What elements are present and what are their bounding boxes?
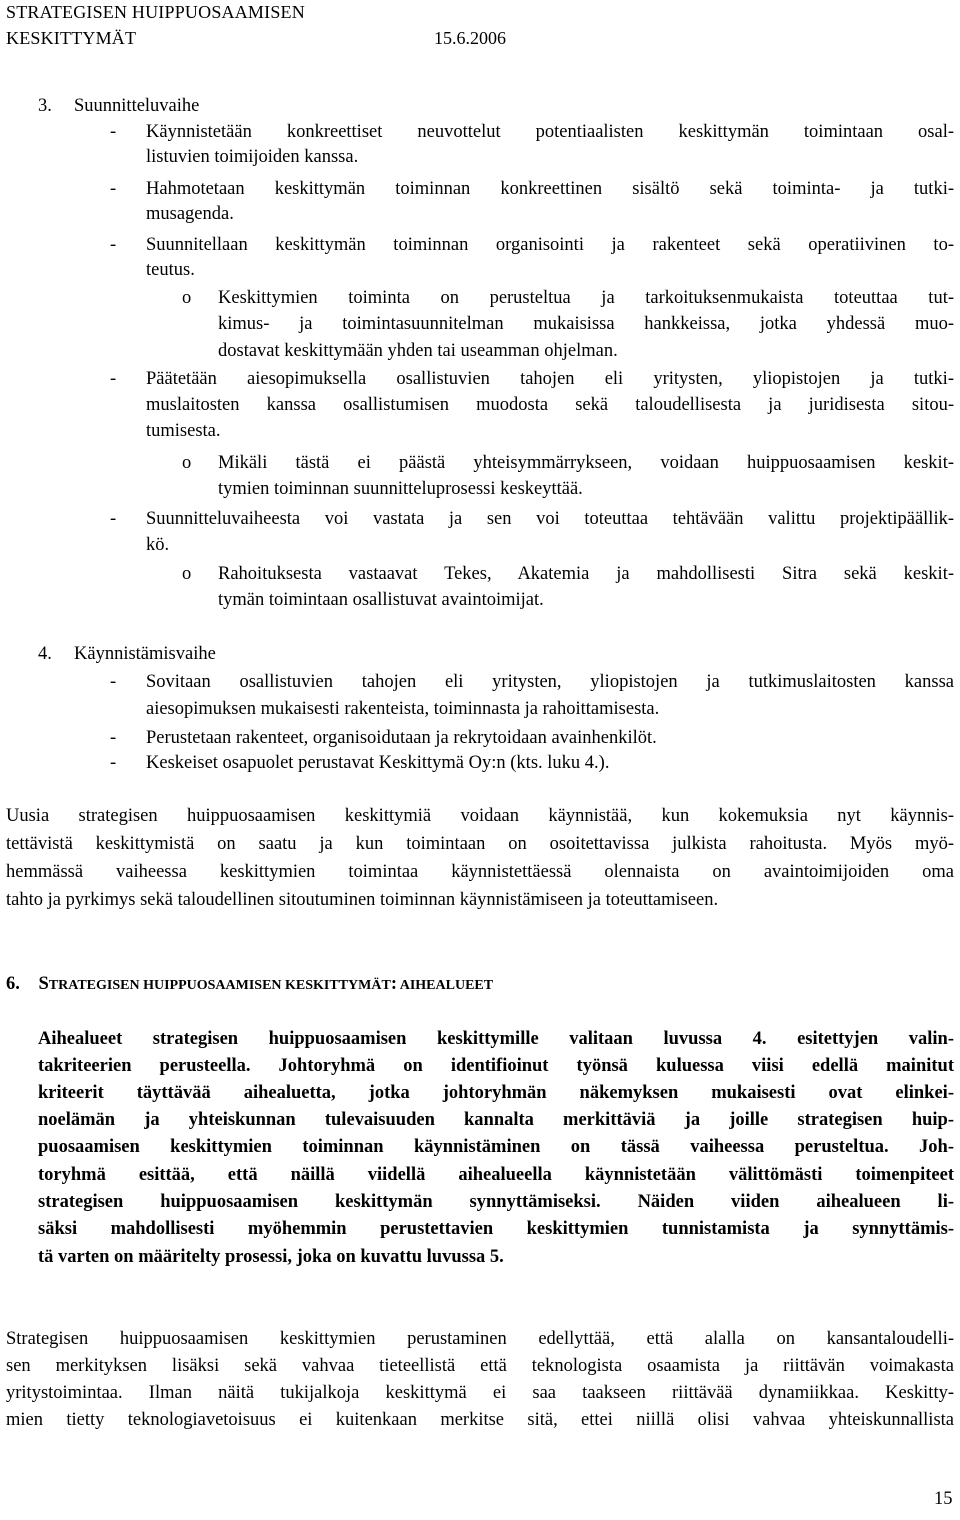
- section6-heading: [6, 972, 493, 999]
- list-dash: -: [110, 753, 117, 773]
- section3-line: dostavat keskittymään yhden tai useamman ohjelman.: [218, 341, 618, 361]
- section3-line: Keskittymien toiminta on perusteltua ja tarkoituksenmukaista toteuttaa tut-: [218, 288, 954, 308]
- header-title-line1: STRATEGISEN HUIPPUOSAAMISEN: [6, 2, 305, 22]
- section3-line: Rahoituksesta vastaavat Tekes, Akatemia ja mahdollisesti Sitra sekä keskit-: [218, 564, 954, 584]
- bold-paragraph-line: toryhmä esittää, että näillä viidellä aihealueella käynnistetään välittömästi toimenpiteet: [38, 1165, 954, 1185]
- paragraph1-line: Uusia strategisen huippuosaamisen keskittymiä voidaan käynnistää, kun kokemuksia nyt käynnis-: [6, 806, 954, 826]
- header-title-line2: KESKITTYMÄT: [6, 28, 137, 48]
- bold-paragraph-line: Aihealueet strategisen huippuosaamisen keskittymille valitaan luvussa 4. esitettyjen valin-: [38, 1029, 954, 1049]
- section3-line: Mikäli tästä ei päästä yhteisymmärrykseen, voidaan huippuosaamisen keskit-: [218, 453, 954, 473]
- list-dash: -: [110, 672, 117, 692]
- section4-line: Sovitaan osallistuvien tahojen eli yritysten, yliopistojen ja tutkimuslaitosten kanssa: [146, 672, 954, 692]
- section3-line: Suunnitellaan keskittymän toiminnan organisointi ja rakenteet sekä operatiivinen to-: [146, 235, 954, 255]
- bold-paragraph-line: takriteerien perusteella. Johtoryhmä on identifioinut työnsä kuluessa viisi edellä mainitut: [38, 1056, 954, 1076]
- section3-line: kimus- ja toimintasuunnitelman mukaisissa hankkeissa, jotka yhdessä muo-: [218, 314, 954, 334]
- section3-line: Käynnistetään konkreettiset neuvottelut potentiaalisten keskittymän toimintaan osal-: [146, 122, 954, 142]
- list-bullet: o: [182, 453, 192, 473]
- paragraph2-line: mien tietty teknologiavetoisuus ei kuitenkaan merkitse sitä, ettei niillä olisi vahvaa yhteiskunnallista: [6, 1410, 954, 1430]
- paragraph2-line: sen merkityksen lisäksi sekä vahvaa tieteellistä että teknologista osaamista ja riittävän voimakasta: [6, 1356, 954, 1376]
- list-dash: -: [110, 179, 117, 199]
- paragraph1-line: tahto ja pyrkimys sekä taloudellinen sitoutuminen toiminnan käynnistämiseen ja toteuttamiseen.: [6, 890, 719, 910]
- section3-number: 3.: [38, 96, 52, 116]
- section6-title-initial: S: [38, 974, 49, 994]
- bold-paragraph-line: puosaamisen keskittymien toiminnan käynnistäminen on tässä vaiheessa perusteltua. Joh-: [38, 1137, 954, 1157]
- bold-paragraph-line: noelämän ja yhteiskunnan tulevaisuuden kannalta merkittäviä ja joille strategisen huip-: [38, 1110, 954, 1130]
- section4-number: 4.: [38, 644, 52, 664]
- section4-line: Perustetaan rakenteet, organisoidutaan ja rekrytoidaan avainhenkilöt.: [146, 728, 657, 748]
- bold-paragraph-line: strategisen huippuosaamisen keskittymän synnyttämiseksi. Näiden viiden aihealueen li-: [38, 1192, 954, 1212]
- list-dash: -: [110, 122, 117, 142]
- section3-line: kö.: [146, 535, 170, 555]
- section6-title-colon: :: [390, 974, 397, 994]
- section3-line: tymien toiminnan suunnitteluprosessi keskeyttää.: [218, 479, 583, 499]
- list-bullet: o: [182, 564, 192, 584]
- header-date: 15.6.2006: [434, 28, 506, 48]
- list-dash: -: [110, 509, 117, 529]
- bold-paragraph-line: kriteerit täyttävää aihealuetta, jotka johtoryhmän näkemyksen mukaisesti ovat elinkei-: [38, 1083, 954, 1103]
- section6-title-rest: TRATEGISEN HUIPPUOSAAMISEN KESKITTYMÄT: [48, 978, 391, 993]
- list-bullet: o: [182, 288, 192, 308]
- paragraph1-line: tettävistä keskittymistä on saatu ja kun toimintaan on osoitettavissa julkista rahoitusta. Myös myö-: [6, 834, 954, 854]
- section3-line: Päätetään aiesopimuksella osallistuvien tahojen eli yritysten, yliopistojen ja tutki-: [146, 369, 954, 389]
- section3-line: tymän toimintaan osallistuvat avaintoimijat.: [218, 590, 544, 610]
- bold-paragraph-line: tä varten on määritelty prosessi, joka on kuvattu luvussa 5.: [38, 1247, 504, 1267]
- page-number: 15: [934, 1489, 953, 1509]
- section3-line: Hahmotetaan keskittymän toiminnan konkreettinen sisältö sekä toiminta- ja tutki-: [146, 179, 954, 199]
- section3-line: teutus.: [146, 260, 195, 280]
- section4-line: aiesopimuksen mukaisesti rakenteista, toiminnasta ja rahoittamisesta.: [146, 699, 660, 719]
- paragraph1-line: hemmässä vaiheessa keskittymien toimintaa käynnistettäessä olennaista on avaintoimijoiden oma: [6, 862, 954, 882]
- section3-line: tumisesta.: [146, 421, 221, 441]
- section3-line: musagenda.: [146, 204, 234, 224]
- paragraph2-line: Strategisen huippuosaamisen keskittymien perustaminen edellyttää, että alalla on kansantaloudelli-: [6, 1329, 954, 1349]
- list-dash: -: [110, 728, 117, 748]
- paragraph2-line: yritystoimintaa. Ilman näitä tukijalkoja keskittymä ei saa taakseen riittävää dynamiikkaa. Keskitty-: [6, 1383, 954, 1403]
- section4-line: Keskeiset osapuolet perustavat Keskittymä Oy:n (kts. luku 4.).: [146, 753, 610, 773]
- section6-number: 6.: [6, 974, 20, 994]
- bold-paragraph-line: säksi mahdollisesti myöhemmin perustettavien keskittymien tunnistamista ja synnyttämis-: [38, 1219, 954, 1239]
- section4-title: Käynnistämisvaihe: [74, 644, 216, 664]
- section3-title: Suunnitteluvaihe: [74, 96, 200, 116]
- section3-line: muslaitosten kanssa osallistumisen muodosta sekä taloudellisesta ja juridisesta sitou-: [146, 395, 954, 415]
- section3-line: listuvien toimijoiden kanssa.: [146, 147, 359, 167]
- list-dash: -: [110, 369, 117, 389]
- section6-title-topic: AIHEALUEET: [397, 978, 494, 993]
- section3-line: Suunnitteluvaiheesta voi vastata ja sen voi toteuttaa tehtävään valittu projektipäällik-: [146, 509, 954, 529]
- list-dash: -: [110, 235, 117, 255]
